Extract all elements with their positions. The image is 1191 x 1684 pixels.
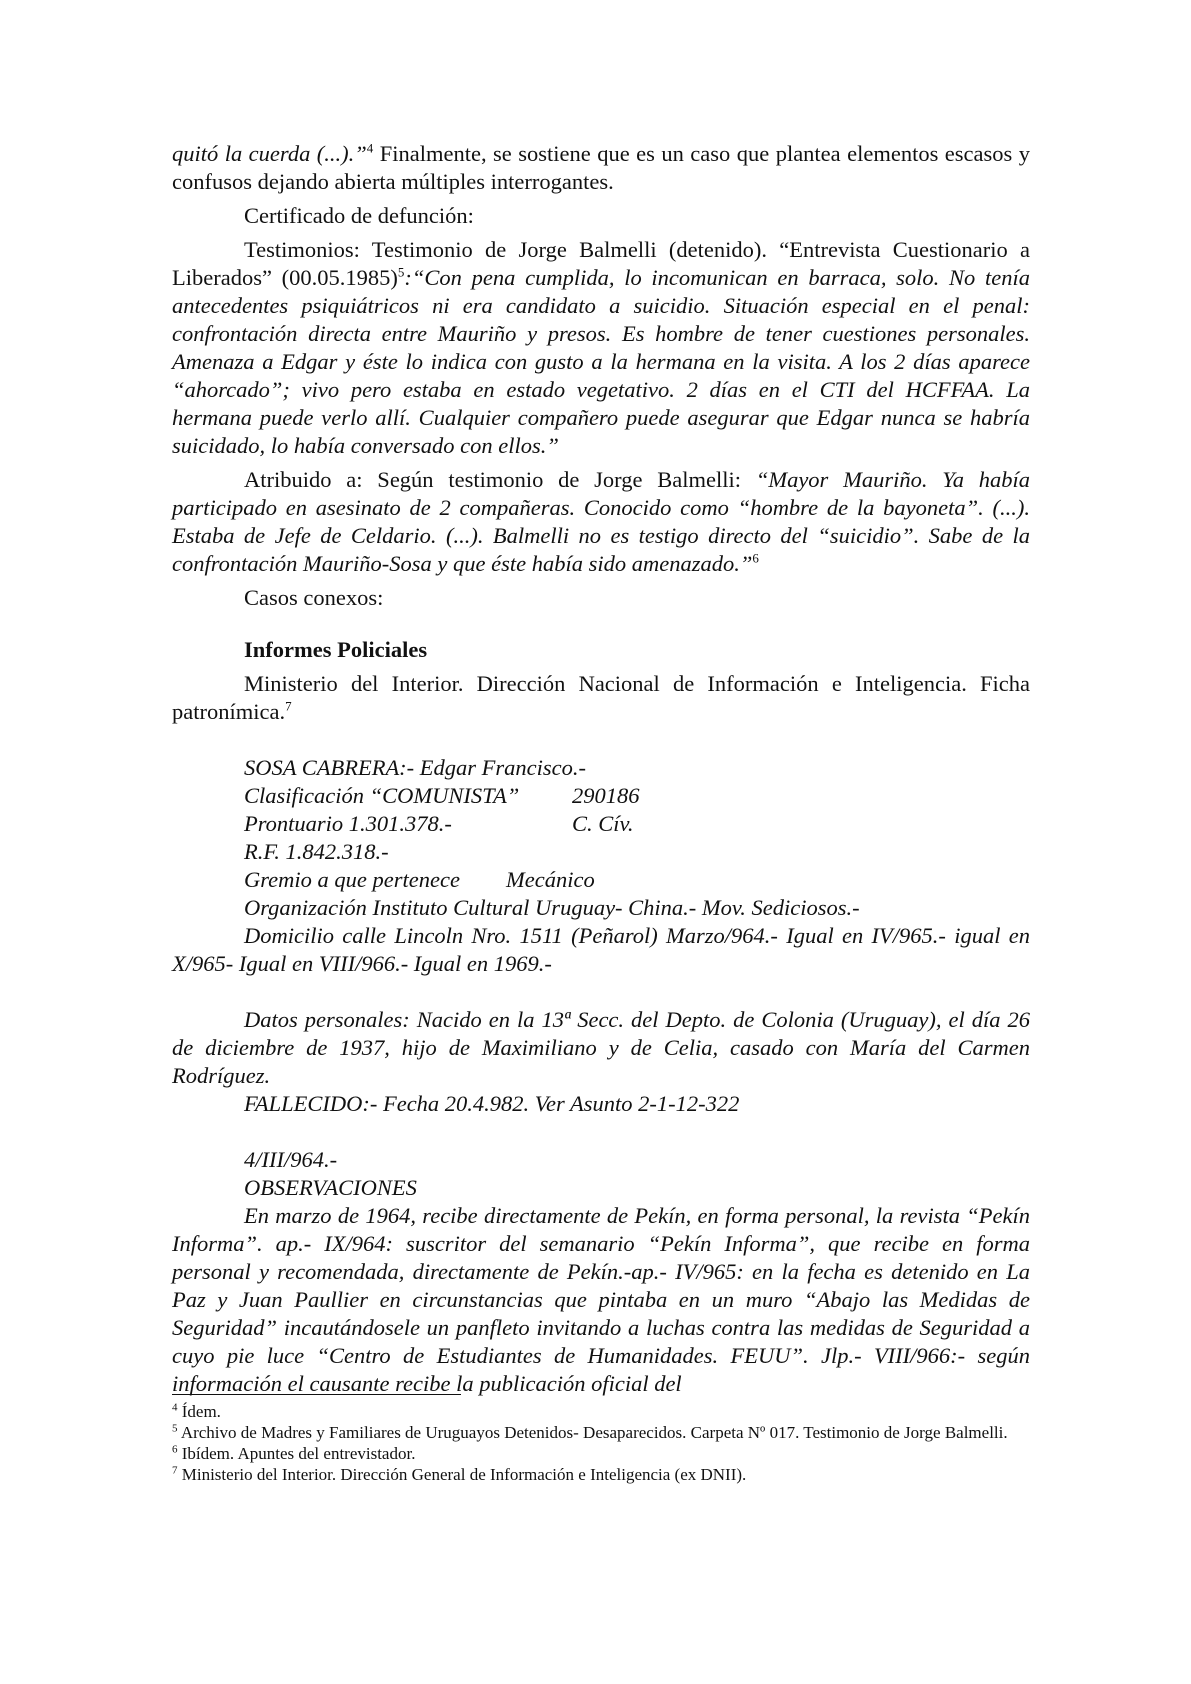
footnote-6: $^6$ Ibídem. Apuntes del entrevistador. bbox=[172, 1443, 416, 1463]
paragraph-final-statement: quitó la cuerda (...).”$^4$ Finalmente, se sostiene que es un caso que plantea elementos escasos y confusos dejando abierta múltiples interrogantes. bbox=[172, 140, 1030, 194]
paragraph-atribuido: Atribuido a: Según testimonio de Jorge Balmelli: “Mayor Mauriño. Ya había participado en asesinato de 2 compañeras. Conocido como “hombre de la bayoneta”. (...). Estaba de Jefe de Celdario. (...). Balmelli no es testigo directo del “suicidio”. Sabe de la confrontación Mauriño-Sosa y que éste había sido amenazado.”$^6$ bbox=[172, 467, 1030, 576]
spacer bbox=[172, 1118, 1030, 1146]
ficha-datos-personales: Datos personales: Nacido en la 13ª Secc. del Depto. de Colonia (Uruguay), el día 26 de diciembre de 1937, hijo de Maximiliano y de Celia, casado con María del Carmen Rodríguez. bbox=[172, 1007, 1030, 1088]
ficha-prontuario: Prontuario 1.301.378.- C. Cív. bbox=[244, 811, 634, 836]
paragraph-testimonios: Testimonios: Testimonio de Jorge Balmelli (detenido). “Entrevista Cuestionario a Liberados” $(00.05.1985)^5:“Con$ pena cumplida, lo incomunican en barraca, solo. No tenía antecedentes psiquiátricos ni era candidato a suicidio. Situación especial en el penal: confrontación directa entre Mauriño y presos. Es hombre de tener cuestiones personales. Amenaza a Edgar y éste lo indica con gusto a la hermana en la visita. A los 2 días aparece “ahorcado”; vivo pero estaba en estado vegetativo. 2 días en el CTI del HCFFAA. La hermana puede verlo allí. Cualquier compañero puede asegurar que Edgar nunca se habría suicidado, lo había conversado con ellos.” bbox=[172, 237, 1030, 458]
footnote-ref-5: 5 bbox=[397, 264, 405, 280]
spacer bbox=[172, 726, 1030, 754]
ficha-nombre: SOSA CABRERA:- Edgar Francisco.- bbox=[244, 755, 587, 780]
ficha-fallecido: FALLECIDO:- Fecha 20.4.982. Ver Asunto 2-1-12-322 bbox=[244, 1091, 740, 1116]
ficha-gremio: Gremio a que pertenece Mecánico bbox=[244, 867, 595, 892]
footnote-ref-4: 4 bbox=[366, 140, 374, 156]
certificado-label: Certificado de defunción: bbox=[244, 203, 474, 228]
ficha-patronimica bbox=[172, 754, 1030, 1398]
ficha-observaciones-heading: OBSERVACIONES bbox=[244, 1175, 417, 1200]
ficha-domicilio: Domicilio calle Lincoln Nro. 1511 (Peñarol) Marzo/964.- Igual en IV/965.- igual en X/965- Igual en VIII/966.- Igual en 1969.- bbox=[172, 923, 1030, 976]
paragraph-ministerio: Ministerio del Interior. Dirección Nacional de Información e Inteligencia. Ficha patronímica.$^7$ bbox=[172, 671, 1030, 724]
ficha-observaciones-text: En marzo de 1964, recibe directamente de Pekín, en forma personal, la revista “Pekín Informa”. ap.- IX/964: suscritor del semanario “Pekín Informa”, que recibe en forma personal y recomendada, directamente de Pekín.-ap.- IV/965: en la fecha es detenido en La Paz y Juan Paullier en circunstancias que pintaba en un muro “Abajo las Medidas de Seguridad” incautándosele un panfleto invitando a luchas contra las medidas de Seguridad a cuyo pie luce “Centro de Estudiantes de Humanidades. FEUU”. Jlp.- VIII/966:- según información el causante recibe la publicación oficial del bbox=[172, 1203, 1030, 1396]
footnote-4: $^4$ Ídem. bbox=[172, 1401, 221, 1421]
spacer bbox=[172, 978, 1030, 1006]
footnote-5: $^5$ Archivo de Madres y Familiares de Uruguayos Detenidos- Desaparecidos. Carpeta Nº 017. Testimonio de Jorge Balmelli. bbox=[172, 1422, 1008, 1442]
ficha-rf: R.F. 1.842.318.- bbox=[244, 839, 389, 864]
footnote-ref-6: 6 bbox=[752, 550, 759, 566]
footnotes bbox=[172, 1401, 1030, 1485]
casos-conexos-label: Casos conexos: bbox=[244, 585, 384, 610]
footnote-ref-7: 7 bbox=[285, 698, 292, 714]
footnote-separator bbox=[172, 1394, 461, 1395]
ficha-clasificacion: Clasificación “COMUNISTA” 290186 bbox=[244, 783, 640, 808]
ficha-organizacion: Organización Instituto Cultural Uruguay- China.- Mov. Sediciosos.- bbox=[244, 895, 860, 920]
ficha-fecha: 4/III/964.- bbox=[244, 1147, 338, 1172]
page-body bbox=[172, 140, 1030, 1398]
footnote-7: $^7$ Ministerio del Interior. Dirección General de Información e Inteligencia (ex DNII). bbox=[172, 1464, 747, 1484]
section-heading: Informes Policiales bbox=[244, 637, 428, 662]
